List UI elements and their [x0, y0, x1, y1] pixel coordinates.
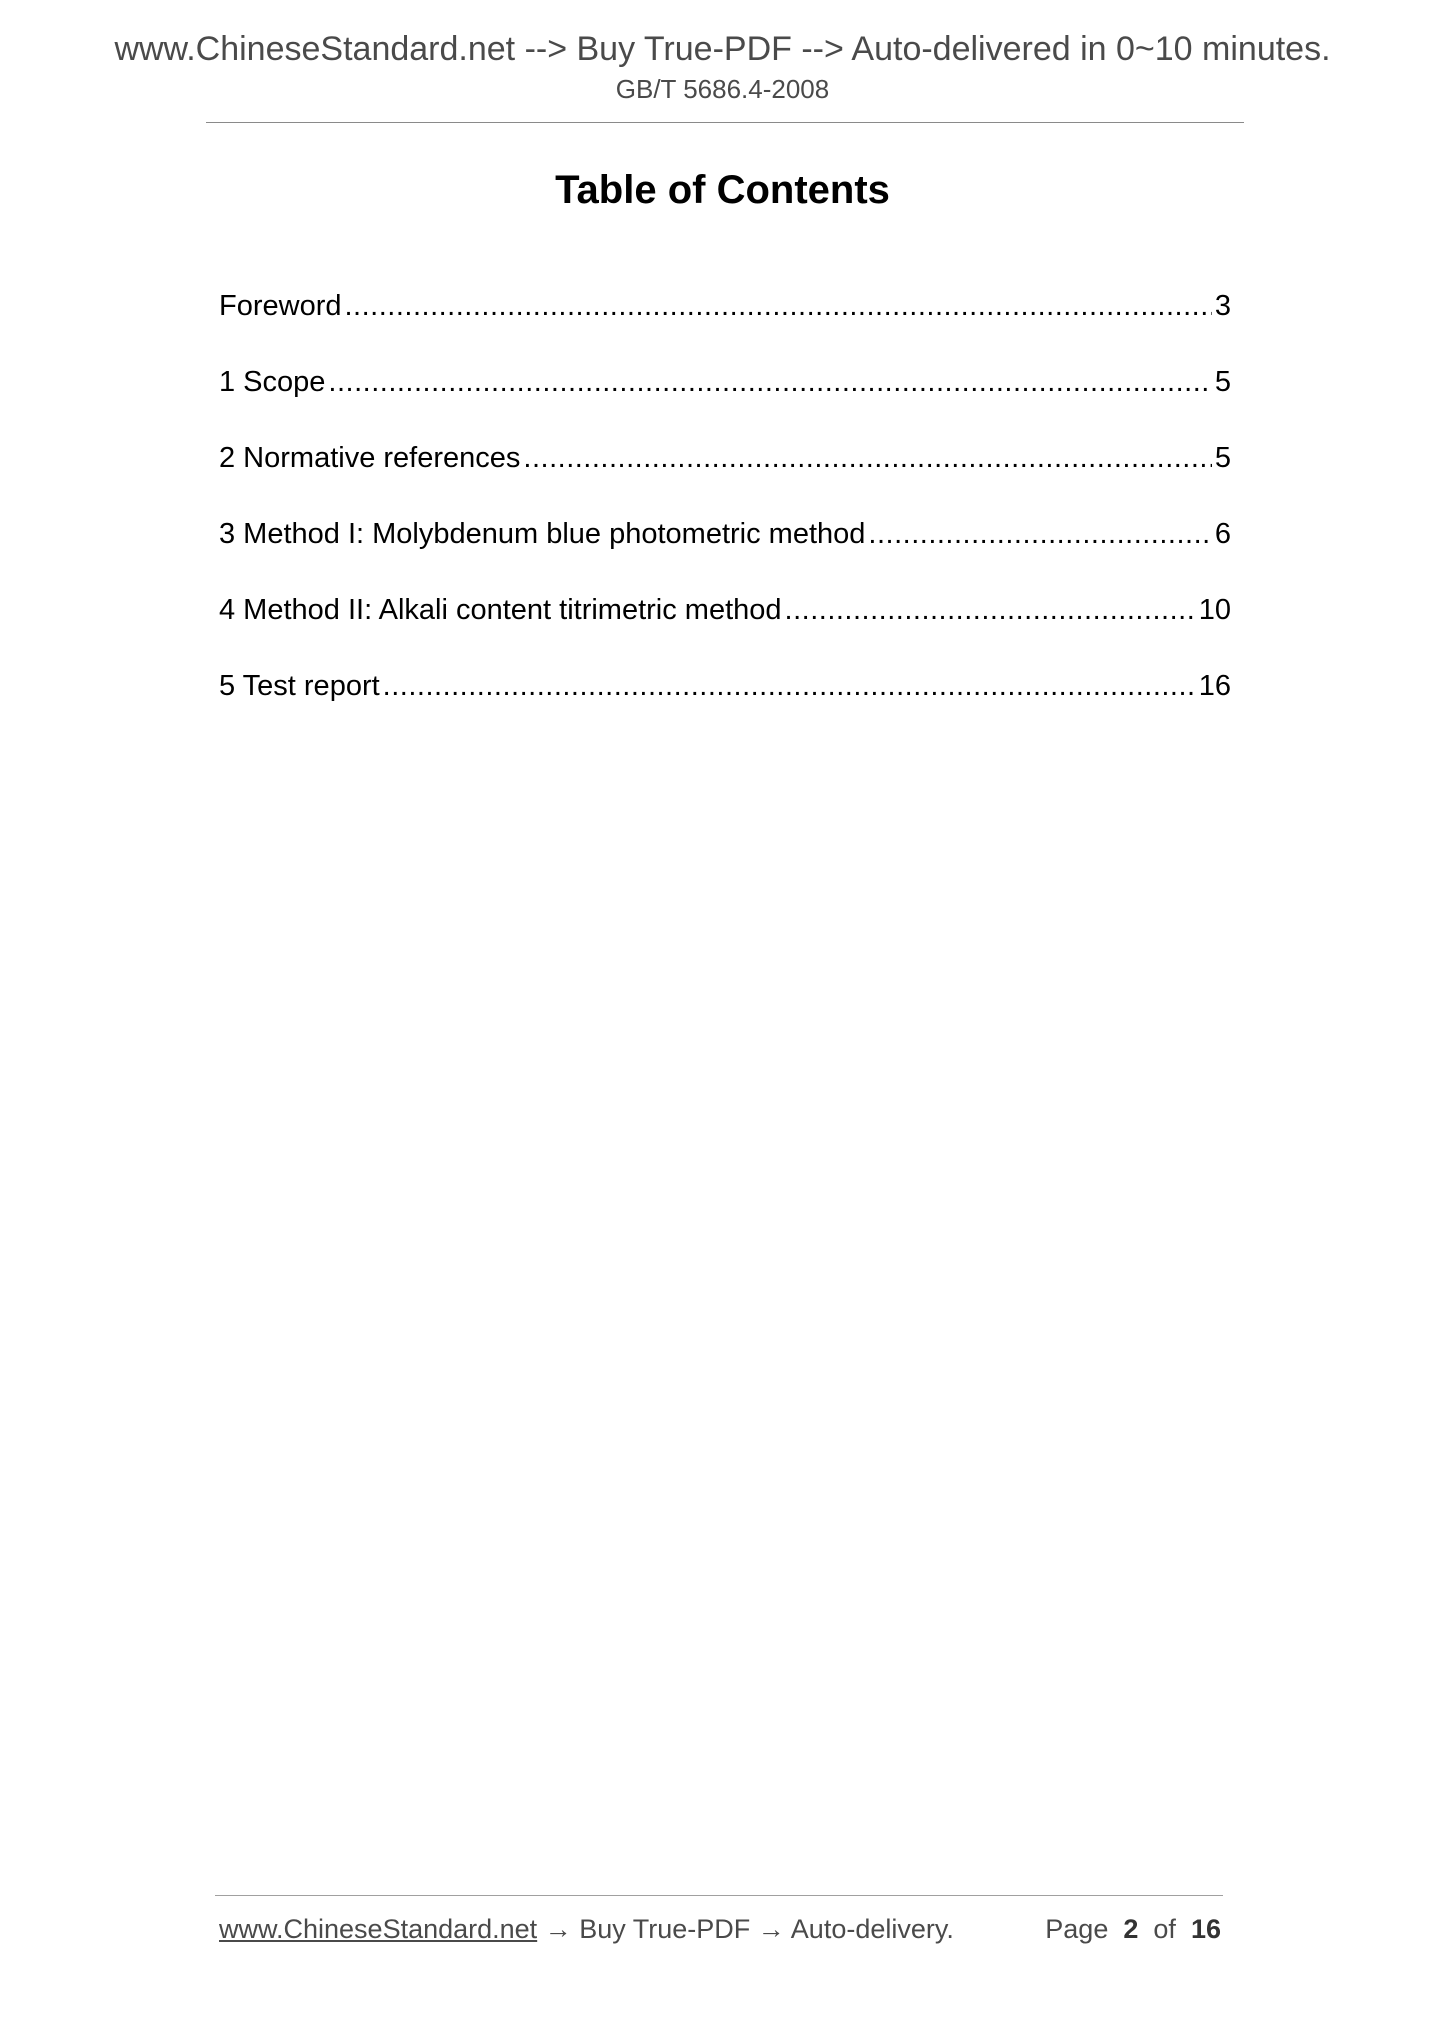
- toc-entry-label: 3 Method I: Molybdenum blue photometric method: [219, 518, 866, 550]
- toc-list: [219, 286, 1231, 742]
- total-pages: 16: [1190, 1914, 1221, 1944]
- toc-title: Table of Contents: [555, 168, 890, 212]
- toc-entry-page: 10: [1198, 594, 1231, 626]
- toc-dot-leader: [328, 362, 1211, 402]
- arrow-right-icon: →: [544, 1914, 572, 1944]
- page-label: Page: [1045, 1914, 1109, 1944]
- toc-entry-normative-references[interactable]: [219, 438, 1231, 514]
- toc-entry-label: 2 Normative references: [219, 442, 521, 474]
- footer-divider: [215, 1895, 1223, 1896]
- toc-dot-leader: [868, 514, 1211, 554]
- toc-entry-method-1[interactable]: [219, 514, 1231, 590]
- of-label: of: [1153, 1914, 1176, 1944]
- toc-dot-leader: [345, 286, 1212, 326]
- toc-entry-label: 5 Test report: [219, 670, 380, 702]
- arrow-right-icon: →: [757, 1914, 785, 1944]
- toc-entry-foreword[interactable]: [219, 286, 1231, 362]
- current-page: 2: [1123, 1914, 1139, 1944]
- footer-buy-text: Buy True-PDF: [579, 1914, 751, 1944]
- toc-entry-label: 1 Scope: [219, 366, 326, 398]
- toc-dot-leader: [785, 590, 1196, 630]
- header-divider: [206, 122, 1244, 123]
- toc-entry-page: 3: [1214, 290, 1231, 322]
- page-number: [1045, 1914, 1221, 1945]
- footer-site-link[interactable]: www.ChineseStandard.net: [219, 1914, 538, 1944]
- toc-entry-test-report[interactable]: [219, 666, 1231, 742]
- toc-entry-page: 6: [1214, 518, 1231, 550]
- toc-entry-page: 5: [1214, 366, 1231, 398]
- toc-entry-page: 5: [1214, 442, 1231, 474]
- toc-entry-page: 16: [1198, 670, 1231, 702]
- footer-promo: [219, 1914, 954, 1945]
- toc-dot-leader: [383, 666, 1196, 706]
- toc-entry-label: 4 Method II: Alkali content titrimetric method: [219, 594, 782, 626]
- toc-dot-leader: [523, 438, 1211, 478]
- toc-entry-scope[interactable]: [219, 362, 1231, 438]
- toc-entry-label: Foreword: [219, 290, 342, 322]
- footer-delivery-text: Auto-delivery.: [790, 1914, 954, 1944]
- standard-code: GB/T 5686.4-2008: [615, 74, 830, 104]
- toc-entry-method-2[interactable]: [219, 590, 1231, 666]
- header-banner: www.ChineseStandard.net --> Buy True-PDF --> Auto-delivered in 0~10 minutes.: [114, 30, 1331, 68]
